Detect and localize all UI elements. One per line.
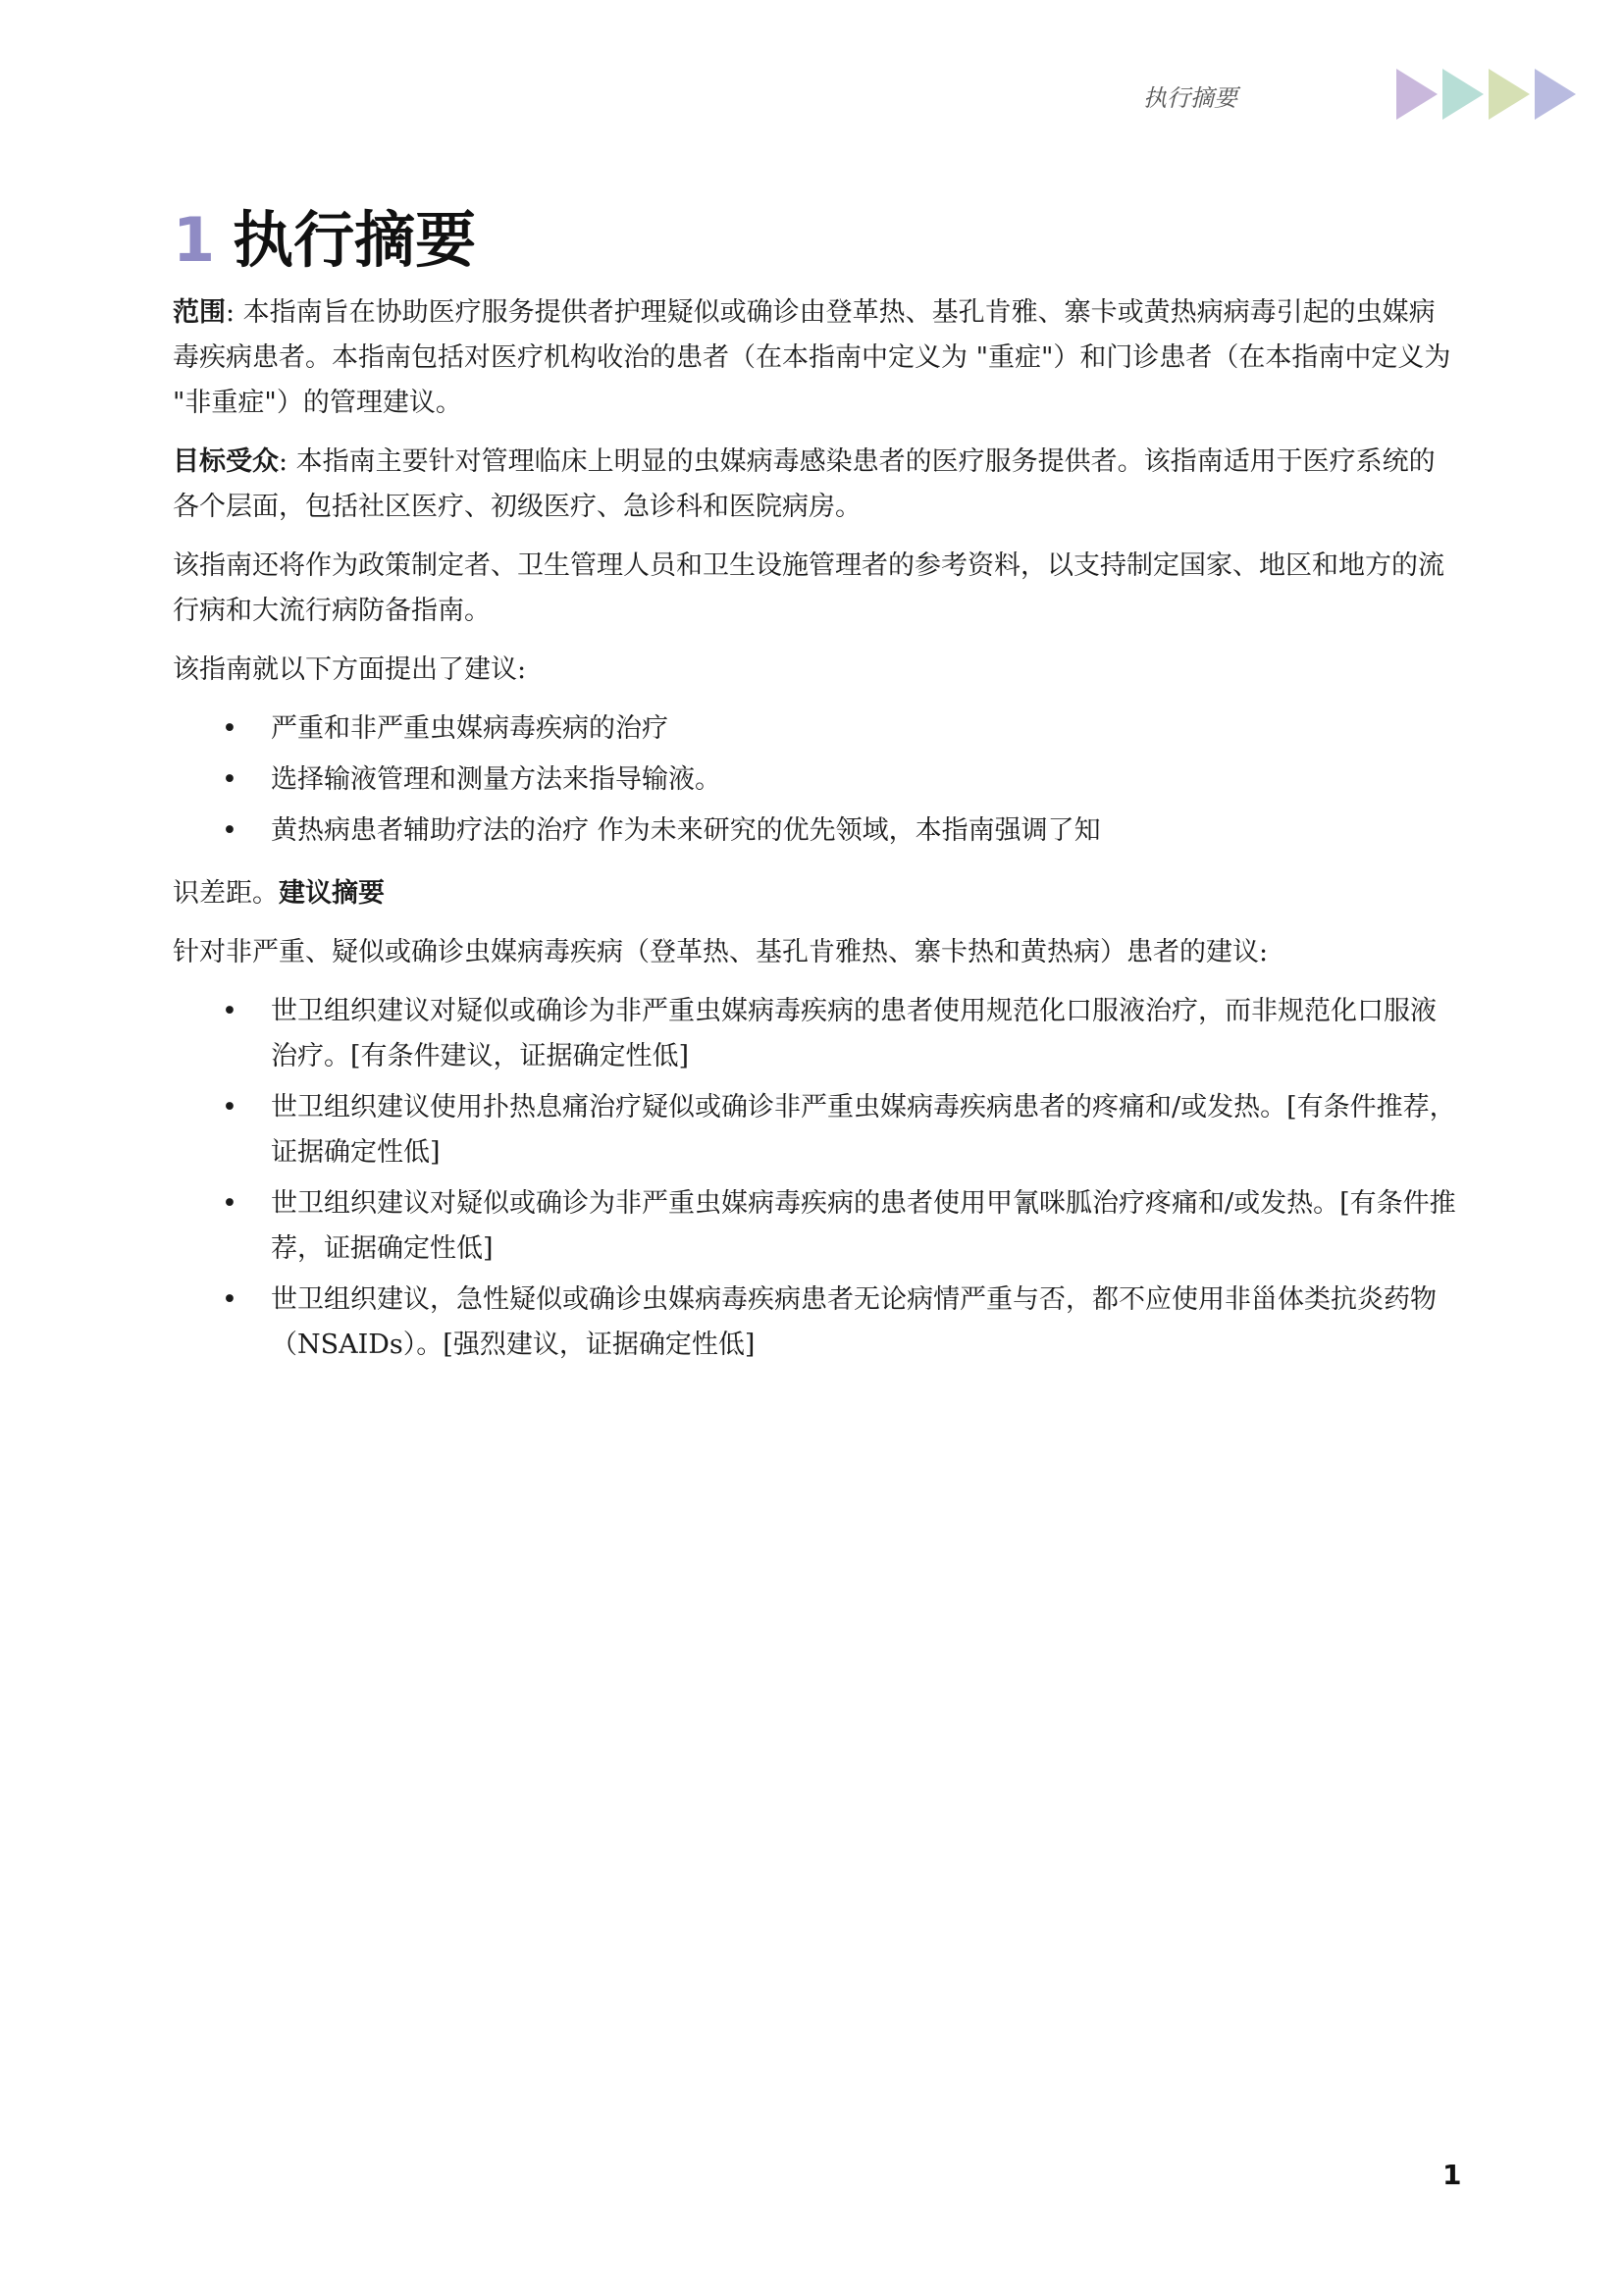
main-content: [173, 290, 1458, 1385]
intro-paragraph: 该指南就以下方面提出了建议:: [173, 654, 527, 685]
arrow-icon-3: [1489, 69, 1530, 120]
scope-label: 范围: [173, 297, 226, 328]
list-item: • 黄热病患者辅助疗法的治疗 作为未来研究的优先领域，本指南强调了知: [271, 809, 1458, 854]
list-item: • 世卫组织建议对疑似或确诊为非严重虫媒病毒疾病的患者使用规范化口服液治疗，而非规范化口服液治疗。[有条件建议，证据确定性低]: [271, 989, 1458, 1079]
summary-heading: 建议摘要: [279, 878, 385, 909]
arrow-icon-4: [1535, 69, 1576, 120]
gap-paragraph: [173, 871, 1458, 916]
list-item: • 世卫组织建议使用扑热息痛治疗疑似或确诊非严重虫媒病毒疾病患者的疼痛和/或发热。[有条件推荐，证据确定性低]: [271, 1085, 1458, 1175]
recommendations-list: [173, 989, 1458, 1368]
nonsevere-intro: 针对非严重、疑似或确诊虫媒病毒疾病（登革热、基孔肯雅热、寨卡热和黄热病）患者的建议:: [173, 937, 1269, 967]
list-item: • 世卫组织建议，急性疑似或确诊虫媒病毒疾病患者无论病情严重与否，都不应使用非甾体类抗炎药物（NSAIDs）。[强烈建议，证据确定性低]: [271, 1278, 1458, 1368]
scope-text: : 本指南旨在协助医疗服务提供者护理疑似或确诊由登革热、基孔肯雅、寨卡或黄热病病毒引起的虫媒病毒疾病患者。本指南包括对医疗机构收治的患者（在本指南中定义为 "重症"）和门诊患者（在本指南中定义为 "非重症"）的管理建议。: [173, 297, 1451, 418]
running-header: 执行摘要: [1143, 84, 1237, 112]
arrow-icon-1: [1396, 69, 1438, 120]
page-title: [173, 201, 476, 280]
list-item: • 选择输液管理和测量方法来指导输液。: [271, 757, 1458, 803]
page-number: 1: [1442, 2159, 1462, 2191]
topics-list: [173, 706, 1458, 854]
audience-text: : 本指南主要针对管理临床上明显的虫媒病毒感染患者的医疗服务提供者。该指南适用于医疗系统的各个层面，包括社区医疗、初级医疗、急诊科和医院病房。: [173, 446, 1436, 522]
chapter-title: 执行摘要: [233, 204, 477, 276]
audience-paragraph: [173, 440, 1458, 530]
arrow-icon-2: [1442, 69, 1484, 120]
list-item: • 严重和非严重虫媒病毒疾病的治疗: [271, 706, 1458, 752]
header-arrows-decoration: [1396, 69, 1577, 120]
list-item: • 世卫组织建议对疑似或确诊为非严重虫媒病毒疾病的患者使用甲氰咪胍治疗疼痛和/或发热。[有条件推荐，证据确定性低]: [271, 1181, 1458, 1272]
policy-paragraph: 该指南还将作为政策制定者、卫生管理人员和卫生设施管理者的参考资料，以支持制定国家、地区和地方的流行病和大流行病防备指南。: [173, 550, 1444, 626]
scope-paragraph: [173, 290, 1458, 426]
gap-text: 识差距。: [173, 878, 279, 909]
audience-label: 目标受众: [173, 446, 279, 477]
chapter-number: 1: [173, 204, 216, 276]
